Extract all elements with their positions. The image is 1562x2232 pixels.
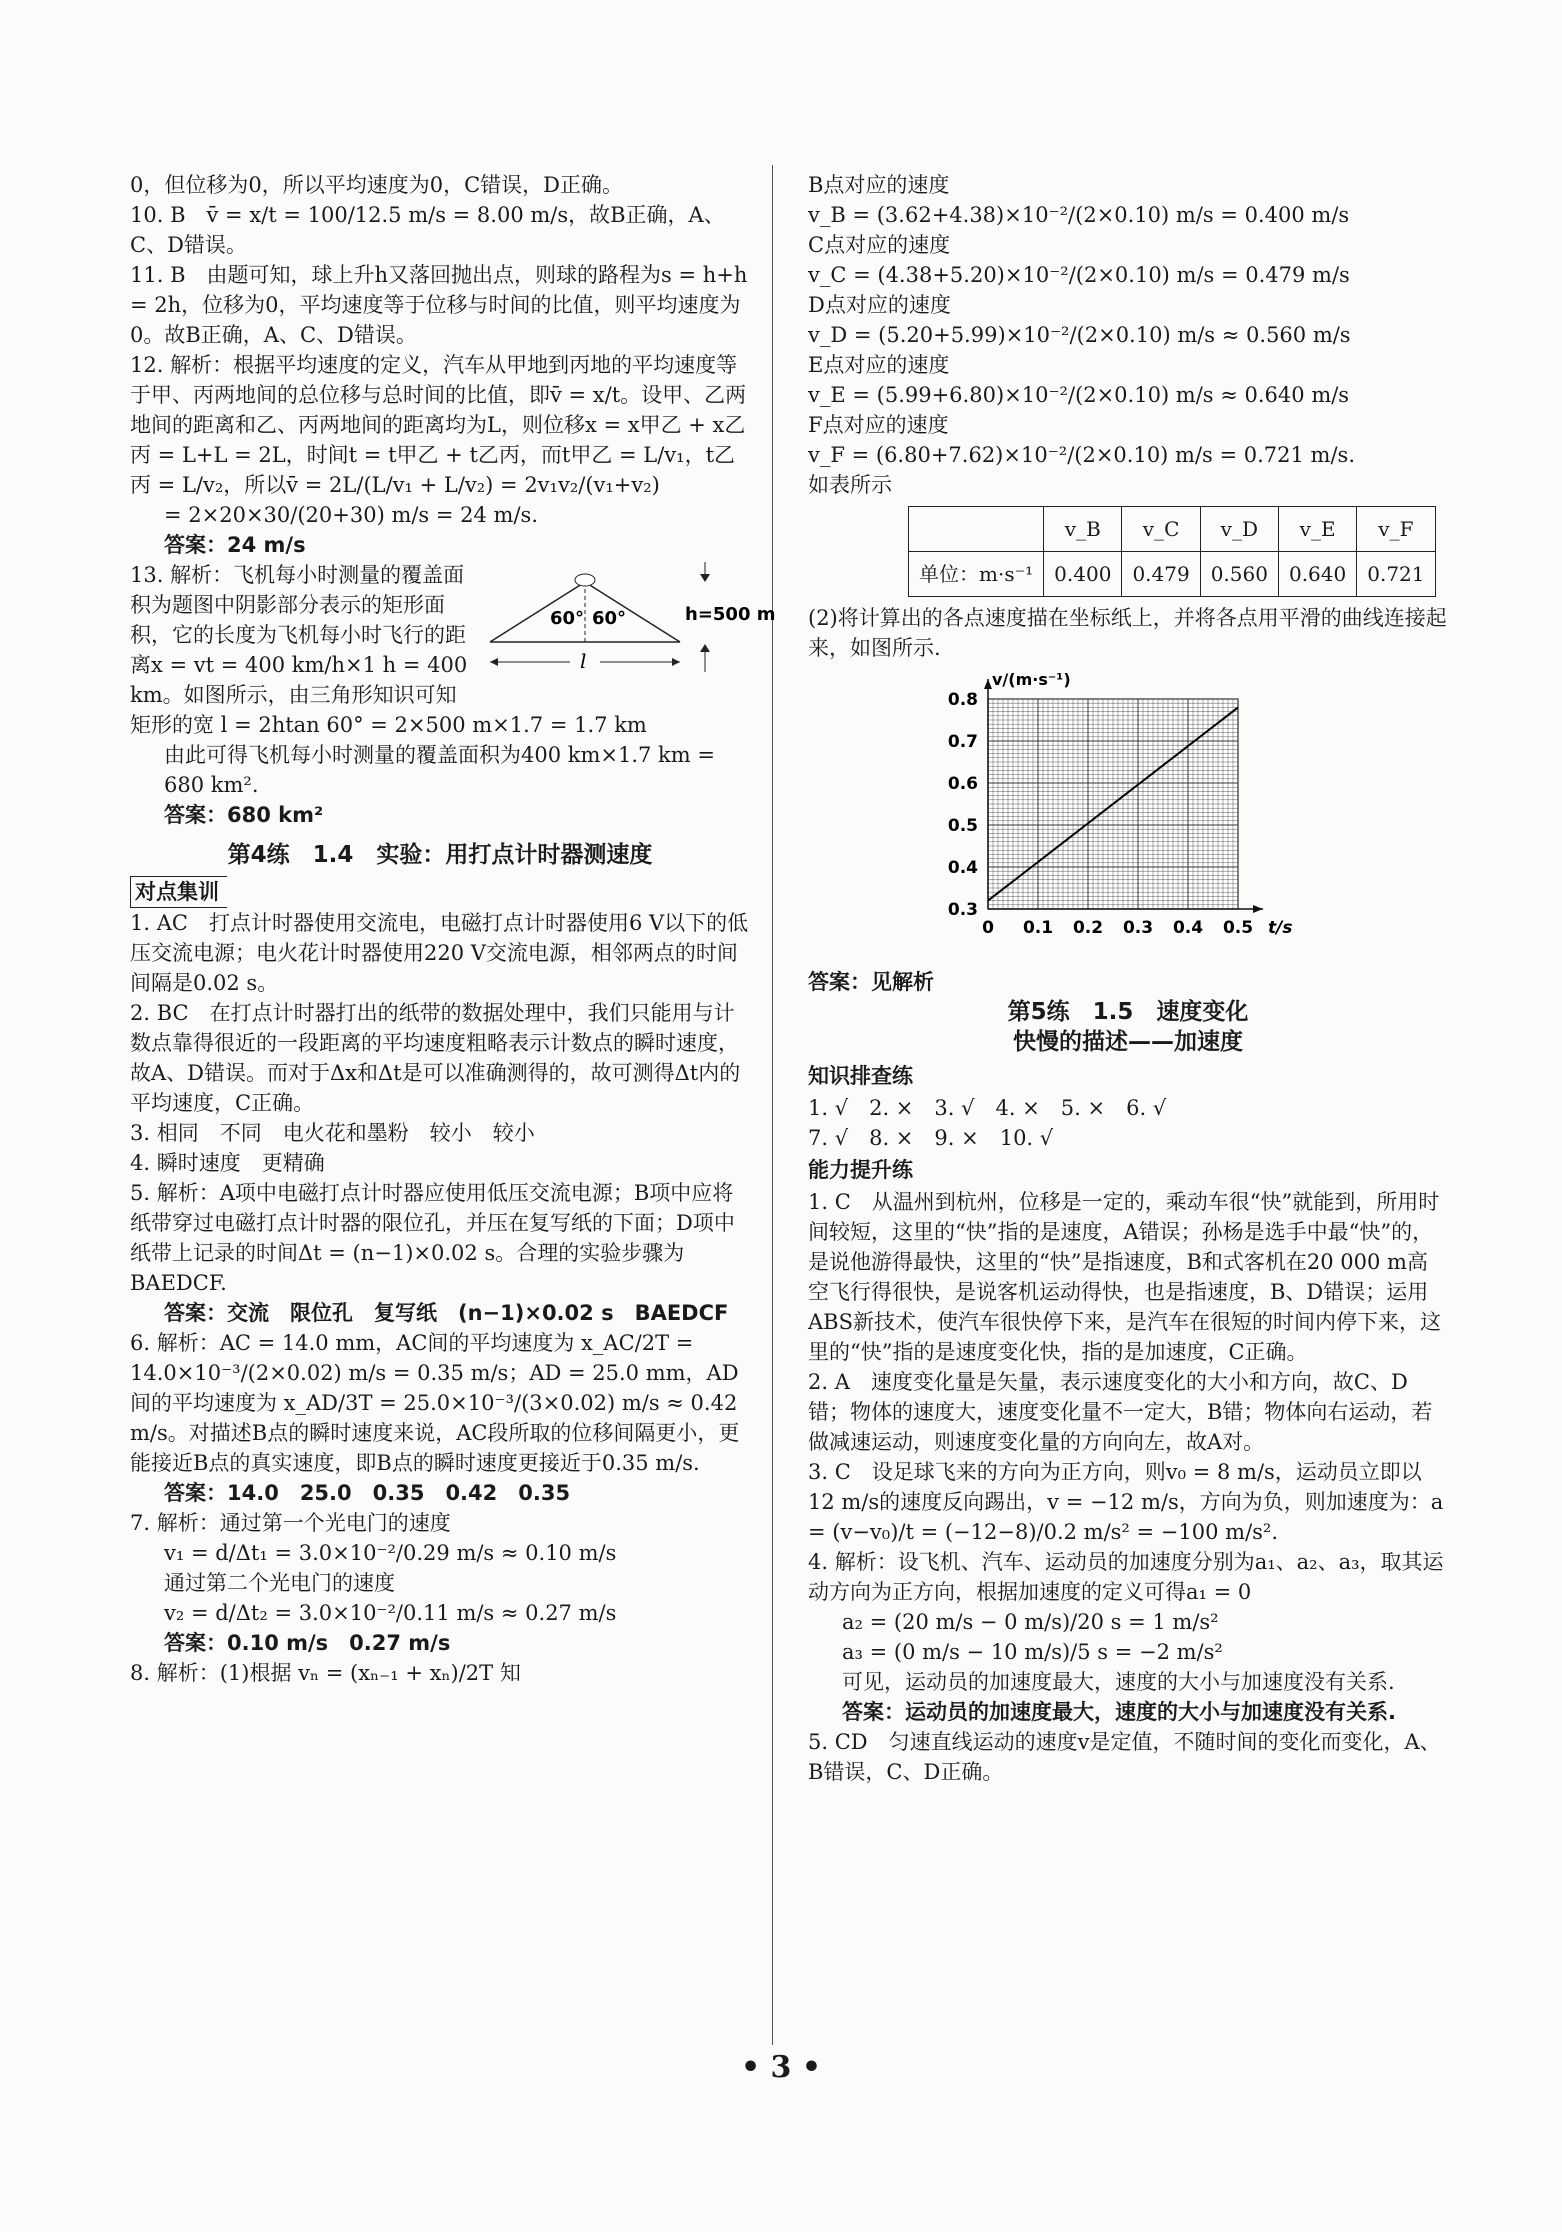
y-axis-arrow bbox=[984, 679, 992, 689]
table-header-cell: v_B bbox=[1044, 507, 1122, 552]
answer-7: 答案：0.10 m/s 0.27 m/s bbox=[164, 1631, 451, 1655]
para-l2-3: 4. 瞬时速度 更精确 bbox=[130, 1151, 325, 1175]
knowledge-check-heading: 知识排查练 bbox=[808, 1064, 913, 1088]
triangle-diagram bbox=[480, 562, 776, 682]
y-tick-label: 0.8 bbox=[947, 690, 978, 710]
para-r2: C点对应的速度 bbox=[808, 233, 951, 257]
y-axis-label: v/(m·s⁻¹) bbox=[992, 670, 1071, 689]
answer-4: 答案：运动员的加速度最大，速度的大小与加速度没有关系. bbox=[842, 1700, 1396, 1724]
column-divider bbox=[772, 165, 773, 2045]
para-l2-2: 3. 相同 不同 电火花和墨粉 较小 较小 bbox=[130, 1121, 535, 1145]
x-axis-label: t/s bbox=[1268, 918, 1293, 938]
para-l2-13: 8. 解析：(1)根据 vₙ = (xₙ₋₁ + xₙ)/2T 知 bbox=[130, 1661, 521, 1685]
section-5-title-a: 第5练 1.5 速度变化 bbox=[1007, 999, 1249, 1025]
check-line-1: 1. √ 2. × 3. √ 4. × 5. × 6. √ bbox=[808, 1096, 1167, 1120]
para-l3: 12. 解析：根据平均速度的定义，汽车从甲地到丙地的平均速度等于甲、丙两地间的总位移与总时间的比值，即v̄ = x/t。设甲、乙两地间的距离和乙、丙两地间的距离均为L，则位移x = x甲乙 + x乙丙 = L+L = 2L，时间t = t甲乙 + t乙丙，而t甲乙 = L/v₁，t乙丙 = L/v₂，所以v̄ = 2L/(L/v₁ + L/v₂) = 2v₁v₂/(v₁+v₂) bbox=[130, 353, 747, 497]
answer-8: 答案：见解析 bbox=[808, 970, 934, 994]
section-5-title-b: 快慢的描述——加速度 bbox=[1013, 1029, 1243, 1055]
table-cell: 0.400 bbox=[1044, 552, 1122, 597]
para-l0: 0，但位移为0，所以平均速度为0，C错误，D正确。 bbox=[130, 173, 623, 197]
x-axis-arrow bbox=[1253, 905, 1263, 913]
x-tick-label: 0.3 bbox=[1122, 918, 1154, 938]
para-r5: v_D = (5.20+5.99)×10⁻²/(2×0.10) m/s ≈ 0.560 m/s bbox=[808, 323, 1351, 347]
table-header-cell bbox=[909, 507, 1044, 552]
table-cell: 0.479 bbox=[1122, 552, 1200, 597]
para-l2-9: v₁ = d/Δt₁ = 3.0×10⁻²/0.29 m/s ≈ 0.10 m/s bbox=[164, 1541, 617, 1565]
velocity-time-chart bbox=[928, 669, 1293, 959]
x-tick-label: 0.4 bbox=[1172, 918, 1204, 938]
x-tick-label: 0.1 bbox=[1022, 918, 1054, 938]
para-l1: 10. B v̄ = x/t = 100/12.5 m/s = 8.00 m/s，故B正确，A、C、D错误。 bbox=[130, 203, 725, 257]
y-tick-label: 0.6 bbox=[947, 774, 978, 794]
table-cell: 0.560 bbox=[1200, 552, 1278, 597]
table-row bbox=[909, 552, 1436, 597]
height-label: h=500 m bbox=[685, 604, 776, 625]
para-r4-8: 5. CD 匀速直线运动的速度v是定值，不随时间的变化而变化，A、B错误，C、D正确。 bbox=[808, 1730, 1441, 1784]
x-tick-label: 0.5 bbox=[1222, 918, 1254, 938]
left-column bbox=[130, 170, 776, 1688]
answer-6: 答案：14.0 25.0 0.35 0.42 0.35 bbox=[164, 1481, 571, 1505]
para-r4: D点对应的速度 bbox=[808, 293, 951, 317]
para-l2-6: 6. 解析：AC = 14.0 mm，AC间的平均速度为 x_AC/2T = 14.0×10⁻³/(2×0.02) m/s = 0.35 m/s；AD = 25.0 mm，AD间的平均速度为 x_AD/3T = 25.0×10⁻³/(3×0.02) m/s ≈ 0.42 m/s。对描述B点的瞬时速度来说，AC段所取的位移间隔更小，更能接近B点的真实速度，即B点的瞬时速度更接近于0.35 m/s. bbox=[130, 1331, 740, 1475]
para-r9: v_F = (6.80+7.62)×10⁻²/(2×0.10) m/s = 0.721 m/s. bbox=[808, 443, 1355, 467]
table-row-label: 单位：m·s⁻¹ bbox=[909, 552, 1044, 597]
x-tick-label: 0.2 bbox=[1072, 918, 1104, 938]
answer-13: 答案：680 km² bbox=[164, 803, 324, 827]
velocity-table bbox=[908, 506, 1436, 597]
table-header-cell: v_C bbox=[1122, 507, 1200, 552]
table-cell: 0.721 bbox=[1357, 552, 1435, 597]
para-r4-0: 1. C 从温州到杭州，位移是一定的，乘动车很“快”就能到，所用时间较短，这里的“快”指的是速度，A错误；孙杨是选手中最“快”的，是说他游得最快，这里的“快”是指速度，B和式客机在20 000 m高空飞行得很快，是说客机运动得快，也是指速度，B、D错误；运用ABS新技术，使汽车很快停下来，是汽车在很短的时间内停下来，这里的“快”指的是速度变化快，指的是加速度，C正确。 bbox=[808, 1190, 1441, 1364]
para-l2-10: 通过第二个光电门的速度 bbox=[164, 1571, 395, 1595]
para-r1: v_B = (3.62+4.38)×10⁻²/(2×0.10) m/s = 0.400 m/s bbox=[808, 203, 1350, 227]
para-l7: 由此可得飞机每小时测量的覆盖面积为400 km×1.7 km = 680 km². bbox=[164, 743, 715, 797]
para-l4: = 2×20×30/(20+30) m/s = 24 m/s. bbox=[164, 503, 538, 527]
angle-left-label: 60° bbox=[550, 608, 585, 629]
para-l2-1: 2. BC 在打点计时器打出的纸带的数据处理中，我们只能用与计数点靠得很近的一段距离的平均速度粗略表示计数点的瞬时速度，故A、D错误。而对于Δx和Δt是可以准确测得的，故可测得Δt内的平均速度，C正确。 bbox=[130, 1001, 741, 1115]
para-l2: 11. B 由题可知，球上升h又落回抛出点，则球的路程为s = h+h = 2h，位移为0，平均速度等于位移与时间的比值，则平均速度为0。故B正确，A、C、D错误。 bbox=[130, 263, 748, 347]
para-r4-2: 3. C 设足球飞来的方向为正方向，则v₀ = 8 m/s，运动员立即以12 m/s的速度反向踢出，v = −12 m/s，方向为负，则加速度为：a = (v−v₀)/t = (−12−8)/0.2 m/s² = −100 m/s². bbox=[808, 1460, 1444, 1544]
para-r4-5: a₃ = (0 m/s − 10 m/s)/5 s = −2 m/s² bbox=[842, 1640, 1223, 1664]
section-4-sub: 对点集训 bbox=[130, 876, 750, 908]
y-tick-label: 0.4 bbox=[947, 858, 978, 878]
para-l2-0: 1. AC 打点计时器使用交流电，电磁打点计时器使用6 V以下的低压交流电源；电火花计时器使用220 V交流电源，相邻两点的时间间隔是0.02 s。 bbox=[130, 911, 749, 995]
table-header-row bbox=[909, 507, 1436, 552]
answer-5: 答案：交流 限位孔 复写纸 (n−1)×0.02 s BAEDCF bbox=[164, 1301, 729, 1325]
answer-12: 答案：24 m/s bbox=[164, 533, 306, 557]
section-4-title: 第4练 1.4 实验：用打点计时器测速度 bbox=[227, 842, 653, 868]
table-header-cell: v_E bbox=[1278, 507, 1356, 552]
ability-heading: 能力提升练 bbox=[808, 1158, 913, 1182]
table-cell: 0.640 bbox=[1278, 552, 1356, 597]
para-r3: v_C = (4.38+5.20)×10⁻²/(2×0.10) m/s = 0.479 m/s bbox=[808, 263, 1350, 287]
para-r2-0: (2)将计算出的各点速度描在坐标纸上，并将各点用平滑的曲线连接起来，如图所示. bbox=[808, 606, 1447, 660]
page-number: • 3 • bbox=[740, 2050, 822, 2085]
para-r7: v_E = (5.99+6.80)×10⁻²/(2×0.10) m/s ≈ 0.640 m/s bbox=[808, 383, 1350, 407]
para-r4-3: 4. 解析：设飞机、汽车、运动员的加速度分别为a₁、a₂、a₃，取其运动方向为正方向，根据加速度的定义可得a₁ = 0 bbox=[808, 1550, 1444, 1604]
para-l2-8: 7. 解析：通过第一个光电门的速度 bbox=[130, 1511, 451, 1535]
para-r10: 如表所示 bbox=[808, 473, 892, 497]
check-line-2: 7. √ 8. × 9. × 10. √ bbox=[808, 1126, 1054, 1150]
para-l2-4: 5. 解析：A项中电磁打点计时器应使用低压交流电源；B项中应将纸带穿过电磁打点计时器的限位孔，并压在复写纸的下面；D项中纸带上记录的时间Δt = (n−1)×0.02 s。合理的实验步骤为BAEDCF. bbox=[130, 1181, 735, 1295]
para-r4-6: 可见，运动员的加速度最大，速度的大小与加速度没有关系. bbox=[842, 1670, 1395, 1694]
right-column bbox=[808, 170, 1448, 1787]
para-r4-1: 2. A 速度变化量是矢量，表示速度变化的大小和方向，故C、D错；物体的速度大，速度变化量不一定大，B错；物体向右运动，若做减速运动，则速度变化量的方向向左，故A对。 bbox=[808, 1370, 1433, 1454]
y-tick-label: 0.3 bbox=[947, 900, 978, 920]
y-tick-label: 0.5 bbox=[947, 816, 978, 836]
table-header-cell: v_D bbox=[1200, 507, 1278, 552]
angle-right-label: 60° bbox=[592, 608, 627, 629]
para-l6: 13. 解析：飞机每小时测量的覆盖面积为题图中阴影部分表示的矩形面积，它的长度为飞机每小时飞行的距离x = vt = 400 km/h×1 h = 400 km。如图所示，由三角形知识可知矩形的宽 l = 2htan 60° = 2×500 m×1.7 = 1.7 km bbox=[130, 563, 647, 737]
table-header-cell: v_F bbox=[1357, 507, 1435, 552]
width-label: l bbox=[580, 649, 587, 673]
x-tick-label: 0 bbox=[982, 918, 994, 938]
y-tick-label: 0.7 bbox=[947, 732, 978, 752]
para-l2-11: v₂ = d/Δt₂ = 3.0×10⁻²/0.11 m/s ≈ 0.27 m/s bbox=[164, 1601, 617, 1625]
para-r8: F点对应的速度 bbox=[808, 413, 949, 437]
para-r0: B点对应的速度 bbox=[808, 173, 950, 197]
para-r6: E点对应的速度 bbox=[808, 353, 950, 377]
para-r4-4: a₂ = (20 m/s − 0 m/s)/20 s = 1 m/s² bbox=[842, 1610, 1219, 1634]
